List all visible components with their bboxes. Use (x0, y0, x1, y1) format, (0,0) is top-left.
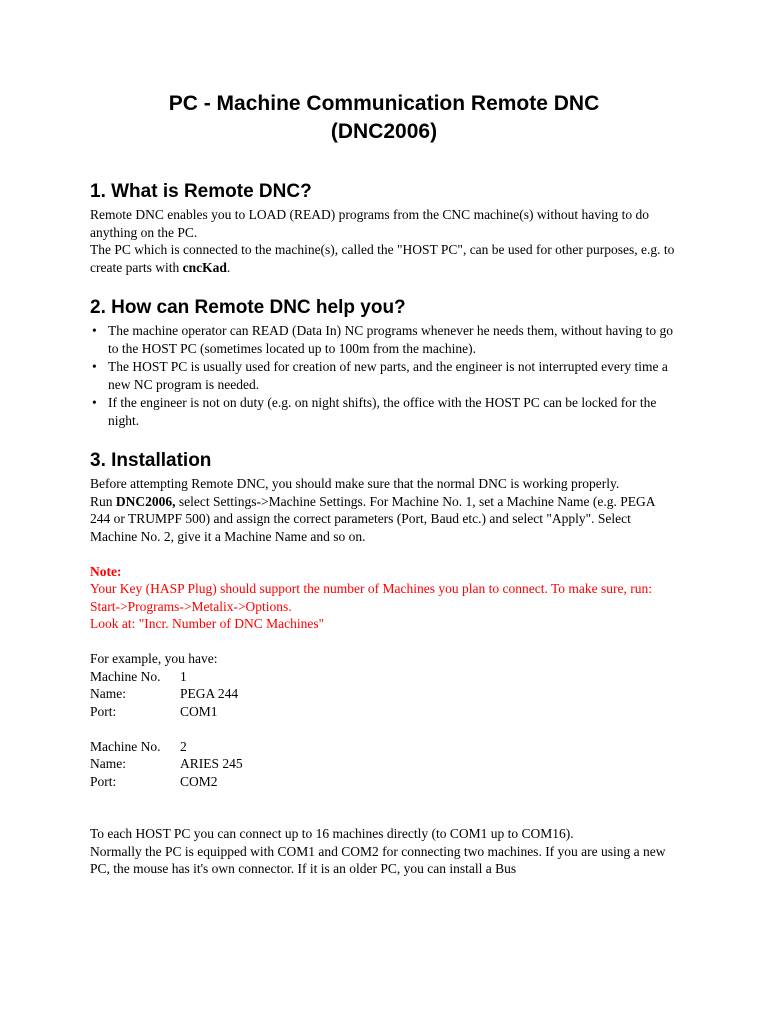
section-3-heading: 3. Installation (90, 450, 212, 471)
document-title (90, 90, 678, 146)
section-1-paragraph-2 (90, 241, 678, 276)
list-item-text: If the engineer is not on duty (e.g. on night shifts), the office with the HOST PC can be locked for the night. (108, 395, 657, 428)
list-item (90, 394, 678, 429)
machine-no-value: 2 (180, 738, 187, 754)
section-2-heading: 2. How can Remote DNC help you? (90, 297, 406, 318)
connection-paragraph-1: To each HOST PC you can connect up to 16 machines directly (to COM1 up to COM16). (90, 826, 574, 841)
list-item-text: The HOST PC is usually used for creation of new parts, and the engineer is not interrupted every time a new NC program is needed. (108, 359, 668, 392)
machine-port-value: COM1 (180, 703, 218, 719)
section-3-paragraph-2 (90, 493, 678, 546)
section-1-p2-text: The PC which is connected to the machine(s), called the "HOST PC", can be used for other purposes, e.g. to create parts with (90, 242, 675, 275)
machine-port-row (90, 703, 678, 721)
machine-name-row (90, 685, 678, 703)
dnc2006-name: DNC2006, (115, 493, 176, 509)
machine-name-label: Name: (90, 686, 126, 701)
note-text: Your Key (HASP Plug) should support the number of Machines you plan to connect. To make sure, run: Start->Programs->Metalix->Options. (90, 581, 652, 614)
bullet-icon: • (92, 395, 97, 410)
section-1-heading: 1. What is Remote DNC? (90, 181, 312, 202)
machine-port-label: Port: (90, 703, 117, 719)
bullet-icon: • (92, 323, 97, 338)
benefits-list (90, 322, 678, 429)
section-1-paragraph-1: Remote DNC enables you to LOAD (READ) programs from the CNC machine(s) without having to do anything on the PC. (90, 207, 650, 240)
machine-name-row (90, 755, 678, 773)
title-line-2: (DNC2006) (330, 120, 438, 143)
list-item (90, 322, 678, 357)
section-installation (90, 449, 678, 878)
bullet-icon: • (92, 359, 97, 374)
machine-port-value: COM2 (180, 773, 218, 789)
machine-block-2 (90, 738, 678, 791)
section-what-is (90, 180, 678, 276)
machine-no-label: Machine No. (90, 738, 161, 754)
machine-name-value: ARIES 245 (180, 756, 243, 771)
machine-name-label: Name: (90, 756, 126, 771)
example-intro: For example, you have: (90, 651, 218, 666)
section-3-paragraph-1: Before attempting Remote DNC, you should make sure that the normal DNC is working properly. (90, 476, 620, 491)
machine-port-label: Port: (90, 773, 117, 789)
title-line-1: PC - Machine Communication Remote DNC (168, 92, 600, 115)
machine-no-value: 1 (180, 668, 187, 684)
list-item (90, 358, 678, 393)
machine-no-label: Machine No. (90, 668, 161, 684)
machine-block-1 (90, 668, 678, 721)
settings-instructions: select Settings->Machine Settings. For Machine No. 1, set a Machine Name (e.g. PEGA 244 or TRUMPF 500) and assign the correct parameters (Port, Baud etc.) and select "Apply". Select Machine No. 2, give it a Machine Name and so on. (90, 493, 655, 544)
note-look: Look at: "Incr. Number of DNC Machines" (90, 616, 325, 631)
connection-paragraph-2: Normally the PC is equipped with COM1 and COM2 for connecting two machines. If you are using a new PC, the mouse has it's own connector. If it is an older PC, you can install a Bus (90, 843, 666, 876)
cnckad-name: cncKad (182, 259, 227, 275)
machine-name-value: PEGA 244 (180, 686, 239, 701)
list-item-text: The machine operator can READ (Data In) NC programs whenever he needs them, without having to go to the HOST PC (sometimes located up to 100m from the machine). (108, 323, 673, 356)
note-label: Note: (90, 563, 122, 579)
machine-no-row (90, 668, 678, 686)
machine-no-row (90, 738, 678, 756)
section-1-p2-end: . (226, 259, 231, 275)
section-how-help (90, 296, 678, 429)
machine-port-row (90, 773, 678, 791)
run-text: Run (90, 493, 116, 509)
